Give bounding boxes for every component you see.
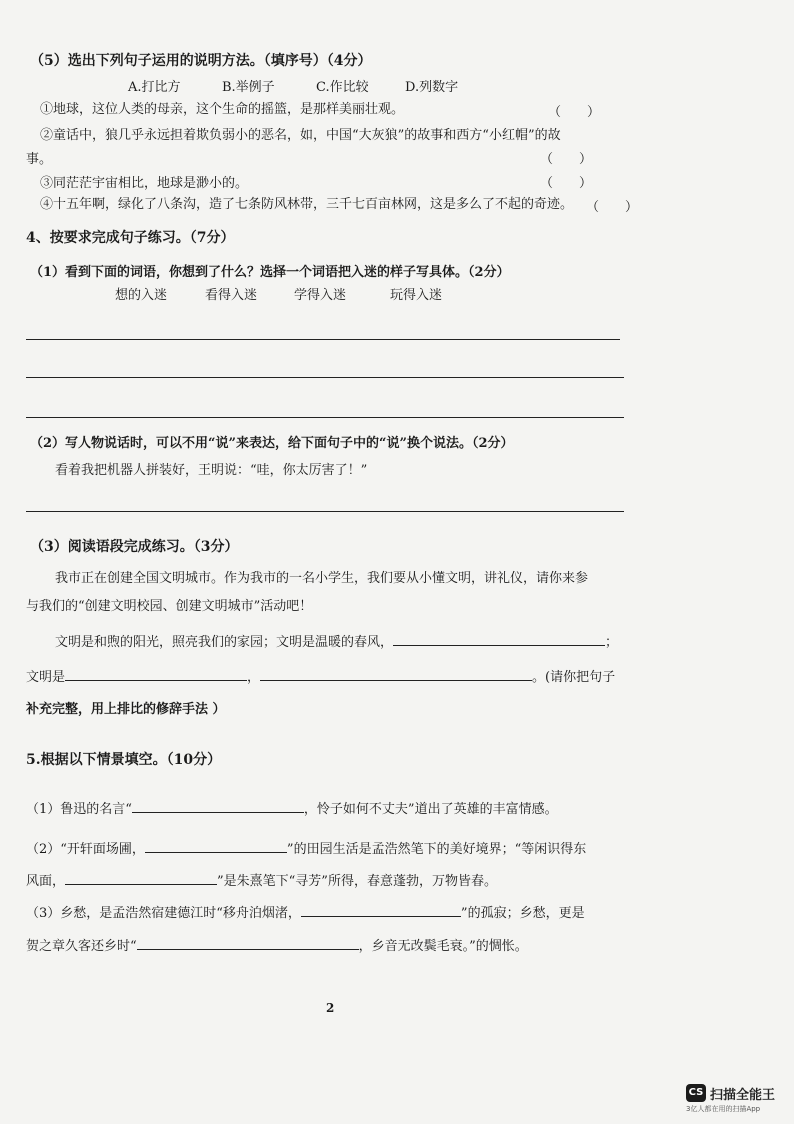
s5-line-3-b: ”是朱熹笔下“寻芳”所得，春意蓬勃，万物皆春。 (217, 874, 497, 889)
s4-p3-line-4-end: 。(请你把句子 (532, 670, 616, 685)
s4-p3-line-3-text: 文明是和煦的阳光，照亮我们的家园；文明是温暖的春风， (55, 635, 394, 650)
s4-word-3: 学得入迷 (294, 288, 347, 303)
s5-line-2 (26, 840, 586, 859)
s5-line-3-a: 风面， (26, 874, 66, 889)
section-4-title: 4、按要求完成句子练习。（7分） (26, 230, 235, 246)
s4-p3-line-1: 我市正在创建全国文明城市。作为我市的一名小学生，我们要从小懂文明，讲礼仪，请你来参 (55, 571, 589, 586)
s4-p3-line-3 (55, 633, 618, 652)
answer-line-1[interactable] (26, 339, 620, 340)
q5-answer-1[interactable]: （ ） (548, 105, 601, 120)
s4-word-2: 看得入迷 (205, 288, 258, 303)
s5-line-1-a: （1）鲁迅的名言“ (26, 802, 132, 817)
page-number: 2 (326, 1001, 335, 1015)
s4-p3-line-2: 与我们的“创建文明校园、创建文明城市”活动吧！ (26, 599, 313, 614)
s4-p3-title: （3）阅读语段完成练习。（3分） (30, 539, 239, 555)
s5-line-1 (26, 800, 558, 819)
blank-7[interactable] (301, 904, 461, 917)
s5-line-5-b: ，乡音无改鬓毛衰。”的惆怅。 (358, 939, 528, 954)
camscanner-logo-icon: CS (686, 1084, 706, 1102)
blank-8[interactable] (137, 937, 359, 950)
blank-1[interactable] (393, 633, 605, 646)
s5-line-4-b: ”的孤寂；乡愁，更是 (460, 906, 585, 921)
s4-p3-line-4 (26, 668, 615, 687)
s5-line-1-b: ，怜子如何不丈夫”道出了英雄的丰富情感。 (303, 802, 558, 817)
blank-6[interactable] (65, 872, 217, 885)
q5-answer-2[interactable]: （ ） (540, 152, 593, 167)
q5-option-b: B.举例子 (222, 80, 275, 95)
s4-p2-prompt: （2）写人物说话时，可以不用“说”来表达，给下面句子中的“说”换个说法。（2分） (30, 436, 514, 451)
q5-item-2: ②童话中，狼几乎永远担着欺负弱小的恶名，如，中国“大灰狼”的故事和西方“小红帽”的故 (40, 128, 561, 143)
s4-p3-line-5: 补充完整，用上排比的修辞手法 ） (26, 702, 226, 717)
q5-item-3: ③同茫茫宇宙相比，地球是渺小的。 (40, 176, 249, 191)
q5-answer-4[interactable]: （ ） (586, 200, 639, 215)
watermark-name: 扫描全能王 (710, 1088, 776, 1103)
s4-p3-comma: ， (247, 670, 261, 685)
s4-p3-semicolon: ； (605, 635, 619, 650)
q5-title: （5）选出下列句子运用的说明方法。（填序号）（4分） (30, 53, 372, 69)
q5-answer-3[interactable]: （ ） (540, 176, 593, 191)
answer-line-2[interactable] (26, 377, 624, 378)
s5-line-3 (26, 872, 497, 891)
blank-3[interactable] (260, 668, 532, 681)
s4-p2-sentence: 看着我把机器人拼装好，王明说：“哇，你太厉害了！” (55, 463, 368, 478)
watermark-tagline: 3亿人都在用的扫描App (686, 1105, 761, 1113)
s5-line-5-a: 贺之章久客还乡时“ (26, 939, 137, 954)
s5-line-4 (26, 904, 585, 923)
camscanner-watermark (686, 1082, 786, 1116)
s4-word-4: 玩得入迷 (390, 288, 443, 303)
blank-2[interactable] (65, 668, 247, 681)
s4-p1-prompt: （1）看到下面的词语，你想到了什么？选择一个词语把入迷的样子写具体。（2分） (30, 265, 510, 280)
q5-item-1: ①地球，这位人类的母亲，这个生命的摇篮，是那样美丽壮观。 (40, 102, 405, 117)
q5-item-2-cont: 事。 (26, 152, 53, 167)
s5-line-4-a: （3）乡愁，是孟浩然宿建德江时“移舟泊烟渚， (26, 906, 301, 921)
answer-line-3[interactable] (26, 417, 624, 418)
s5-line-2-a: （2）“开轩面场圃， (26, 842, 145, 857)
q5-option-a: A.打比方 (128, 80, 181, 95)
q5-item-4: ④十五年啊，绿化了八条沟，造了七条防风林带，三千七百亩林网，这是多么了不起的奇迹。 (40, 197, 574, 212)
section-5-title: 5.根据以下情景填空。（10分） (26, 752, 222, 768)
s4-word-1: 想的入迷 (115, 288, 168, 303)
answer-line-4[interactable] (26, 511, 624, 512)
s5-line-2-b: ”的田园生活是孟浩然笔下的美好境界；“等闲识得东 (286, 842, 587, 857)
s5-line-5 (26, 937, 528, 956)
blank-5[interactable] (145, 840, 287, 853)
blank-4[interactable] (132, 800, 304, 813)
q5-option-c: C.作比较 (316, 80, 369, 95)
s4-p3-line-4-text: 文明是 (26, 670, 66, 685)
q5-option-d: D.列数字 (405, 80, 459, 95)
